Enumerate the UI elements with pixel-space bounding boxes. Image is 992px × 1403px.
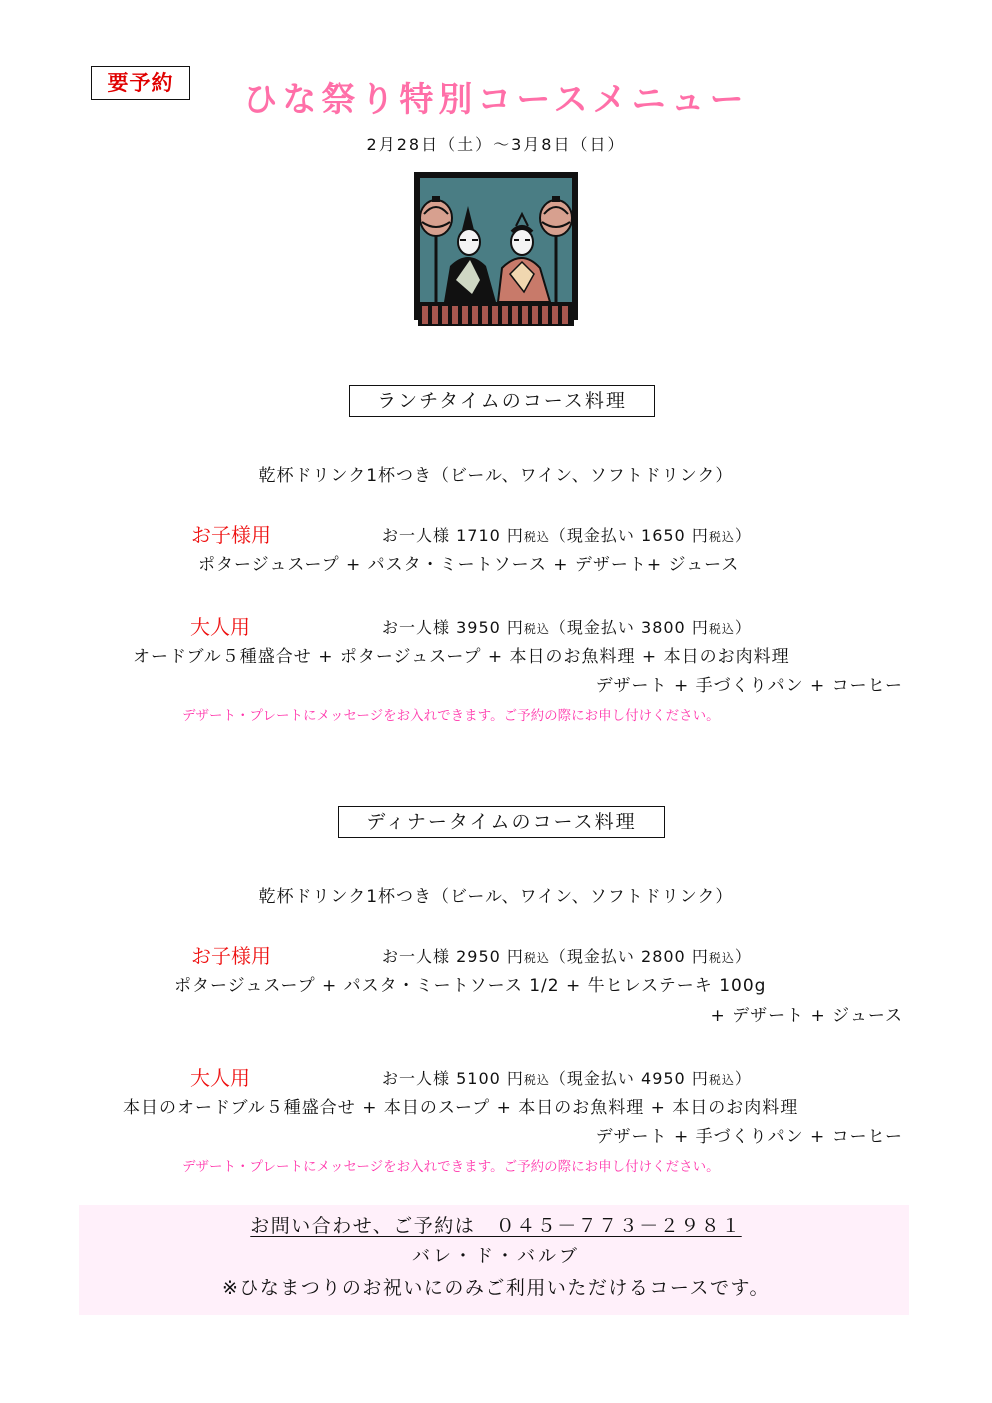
hina-dolls-illustration xyxy=(410,170,582,330)
lunch-dessert-message-note: デザート・プレートにメッセージをお入れできます。ご予約の際にお申し付けください。 xyxy=(182,708,720,724)
lunch-adults-label: 大人用 xyxy=(190,615,250,639)
contact-phone-line: お問い合わせ、ご予約は ０４５－７７３－２９８１ xyxy=(250,1215,742,1237)
dinner-toast-drink: 乾杯ドリンク1杯つき（ビール、ワイン、ソフトドリンク） xyxy=(258,887,734,907)
dinner-adults-menu-line2: デザート + 手づくりパン + コーヒー xyxy=(595,1127,903,1147)
dinner-adults-label: 大人用 xyxy=(190,1066,250,1090)
dinner-dessert-message-note: デザート・プレートにメッセージをお入れできます。ご予約の際にお申し付けください。 xyxy=(182,1159,720,1175)
lunch-adults-menu-line1: オードブル５種盛合せ + ポタージュスープ + 本日のお魚料理 + 本日のお肉料理 xyxy=(133,647,790,667)
event-dates: 2月28日（土）〜3月8日（日） xyxy=(366,135,626,154)
restaurant-name: バレ・ド・バルブ xyxy=(412,1246,580,1267)
dinner-kids-menu-line1: ポタージュスープ + パスタ・ミートソース 1/2 + 牛ヒレステーキ 100g xyxy=(174,976,767,996)
dinner-adults-price: お一人様 5100 円税込（現金払い 4950 円税込） xyxy=(382,1069,752,1088)
dinner-adults-menu-line1: 本日のオードブル５種盛合せ + 本日のスープ + 本日のお魚料理 + 本日のお肉料理 xyxy=(123,1098,799,1118)
lunch-adults-price: お一人様 3950 円税込（現金払い 3800 円税込） xyxy=(382,618,752,637)
dinner-kids-price: お一人様 2950 円税込（現金払い 2800 円税込） xyxy=(382,947,752,966)
dinner-section-heading: ディナータイムのコース料理 xyxy=(338,806,665,838)
lunch-adults-menu-line2: デザート + 手づくりパン + コーヒー xyxy=(595,676,903,696)
dinner-kids-label: お子様用 xyxy=(191,944,271,968)
page-title: ひな祭り特別コースメニュー xyxy=(243,80,749,120)
course-restriction-note: ※ひなまつりのお祝いにのみご利用いただけるコースです。 xyxy=(222,1277,770,1299)
lunch-kids-price: お一人様 1710 円税込（現金払い 1650 円税込） xyxy=(382,526,752,545)
dinner-kids-menu-line2: + デザート + ジュース xyxy=(710,1006,903,1026)
lunch-kids-label: お子様用 xyxy=(191,523,271,547)
reservation-required-badge: 要予約 xyxy=(91,66,190,100)
lunch-section-heading: ランチタイムのコース料理 xyxy=(349,385,655,417)
lunch-toast-drink: 乾杯ドリンク1杯つき（ビール、ワイン、ソフトドリンク） xyxy=(258,466,734,486)
lunch-kids-menu: ポタージュスープ + パスタ・ミートソース + デザート+ ジュース xyxy=(198,555,740,575)
